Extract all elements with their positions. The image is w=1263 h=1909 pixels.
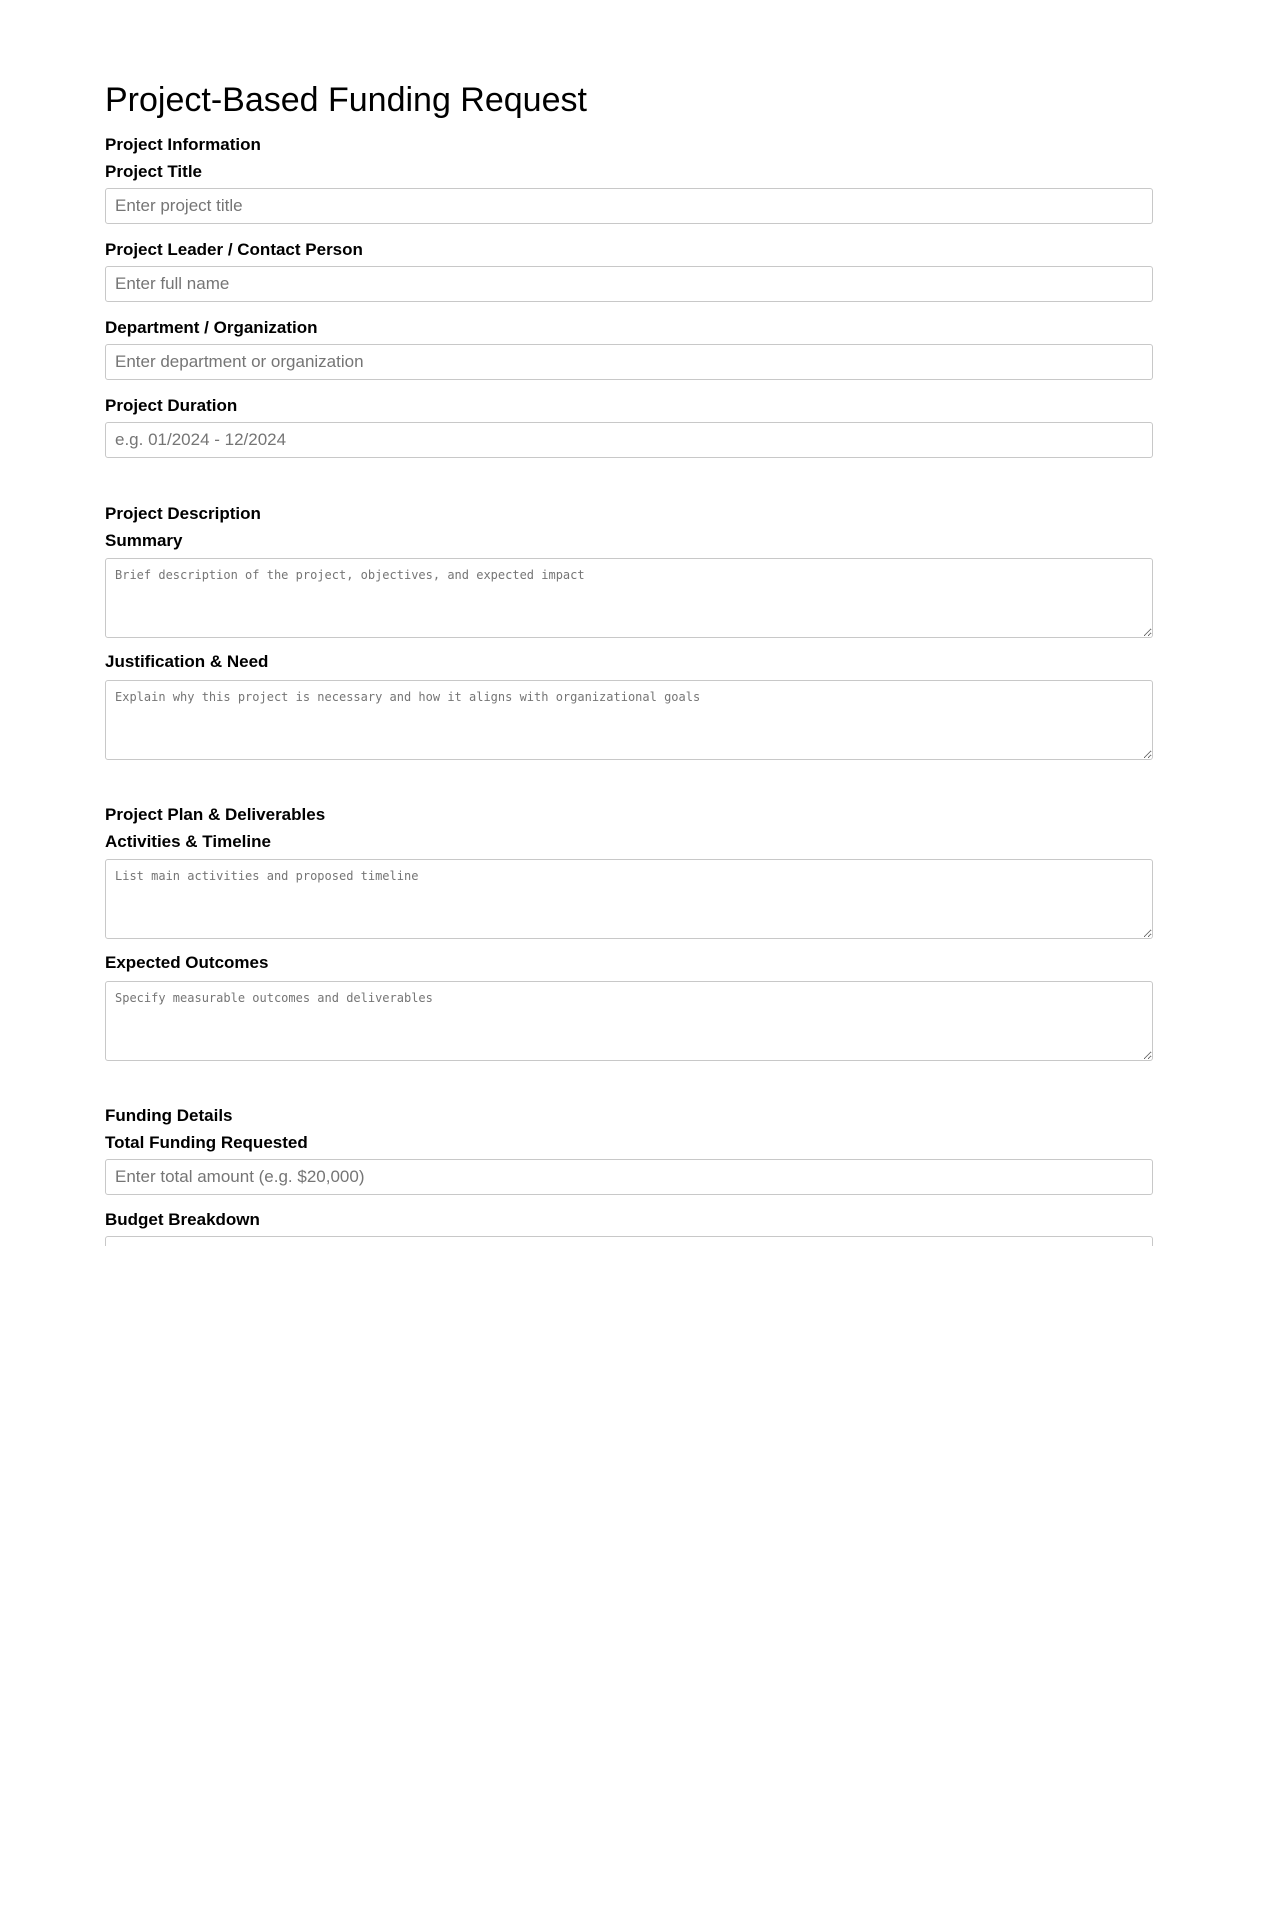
activities-textarea[interactable] [105, 859, 1153, 939]
project-leader-label: Project Leader / Contact Person [105, 240, 363, 259]
project-duration-input[interactable] [105, 422, 1153, 458]
summary-textarea[interactable] [105, 558, 1153, 638]
outcomes-label: Expected Outcomes [105, 953, 269, 972]
justification-label: Justification & Need [105, 652, 269, 671]
budget-breakdown-label: Budget Breakdown [105, 1210, 260, 1229]
section-title-project-plan: Project Plan & Deliverables [105, 805, 326, 824]
summary-label: Summary [105, 531, 183, 550]
section-title-project-description: Project Description [105, 504, 261, 523]
section-title-project-information: Project Information [105, 135, 261, 154]
page-title: Project-Based Funding Request [105, 81, 587, 119]
department-input[interactable] [105, 344, 1153, 380]
budget-breakdown-clip [105, 1236, 1153, 1246]
budget-breakdown-textarea[interactable] [105, 1236, 1153, 1246]
project-title-label: Project Title [105, 162, 202, 181]
outcomes-textarea[interactable] [105, 981, 1153, 1061]
justification-textarea[interactable] [105, 680, 1153, 760]
total-funding-input[interactable] [105, 1159, 1153, 1195]
department-label: Department / Organization [105, 318, 318, 337]
activities-label: Activities & Timeline [105, 832, 271, 851]
total-funding-label: Total Funding Requested [105, 1133, 308, 1152]
project-duration-label: Project Duration [105, 396, 238, 415]
section-title-funding-details: Funding Details [105, 1106, 233, 1125]
project-leader-input[interactable] [105, 266, 1153, 302]
project-title-input[interactable] [105, 188, 1153, 224]
